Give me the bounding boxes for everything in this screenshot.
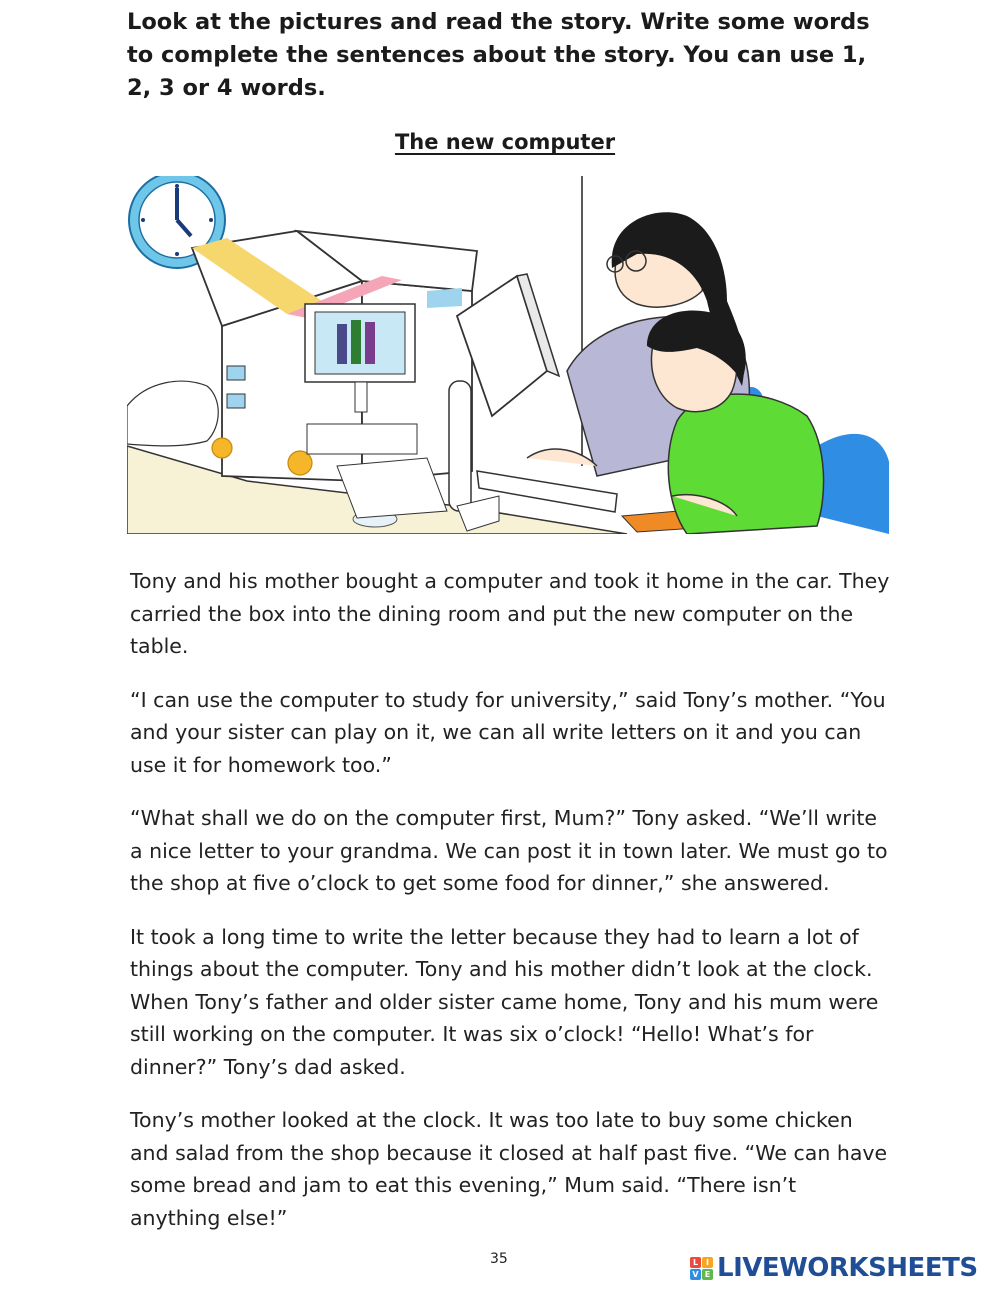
story-paragraph: Tony and his mother bought a computer and took it home in the car. They carried the box into the dining room and put the new computer on the table. xyxy=(130,569,890,658)
instructions: Look at the pictures and read the story. Write some words to complete the sentences about the story. You can use 1, 2, 3 or 4 words. xyxy=(127,9,870,101)
monitor-picture xyxy=(305,304,417,454)
liveworksheets-logo-icon xyxy=(690,1257,713,1280)
story-title-text: The new computer xyxy=(394,130,616,154)
logo-tile: L xyxy=(690,1257,701,1268)
page-number: 35 xyxy=(490,1251,508,1267)
brand-name: LIVEWORKSHEETS xyxy=(717,1253,978,1283)
logo-tile: I xyxy=(702,1257,713,1268)
logo-tile: E xyxy=(702,1269,713,1280)
logo-tile: V xyxy=(690,1269,701,1280)
story-text xyxy=(130,565,890,1255)
story-paragraph: “What shall we do on the computer first, Mum?” Tony asked. “We’ll write a nice letter to your grandma. We can post it in town later. We must go to the shop at five o’clock to get some food for dinner,” she answered. xyxy=(130,806,888,895)
chair-right xyxy=(817,434,889,534)
story-title xyxy=(0,130,1000,154)
cloth xyxy=(127,381,218,446)
story-paragraph: Tony’s mother looked at the clock. It was too late to buy some chicken and salad from the shop because it closed at half past five. “We can have some bread and jam to eat this evening,” Mum said. “There isn’t anything else!” xyxy=(130,1108,888,1230)
story-illustration xyxy=(127,176,889,534)
story-paragraph: It took a long time to write the letter because they had to learn a lot of things about the computer. Tony and his mother didn’t look at the clock. When Tony’s father and older sister came home, Tony and his mum were still working on the computer. It was six o’clock! “Hello! What’s for dinner?” Tony’s dad asked. xyxy=(130,924,879,1079)
story-paragraph: “I can use the computer to study for university,” said Tony’s mother. “You and your sister can play on it, we can all write letters on it and you can use it for homework too.” xyxy=(130,687,886,777)
liveworksheets-brand[interactable] xyxy=(690,1252,978,1284)
